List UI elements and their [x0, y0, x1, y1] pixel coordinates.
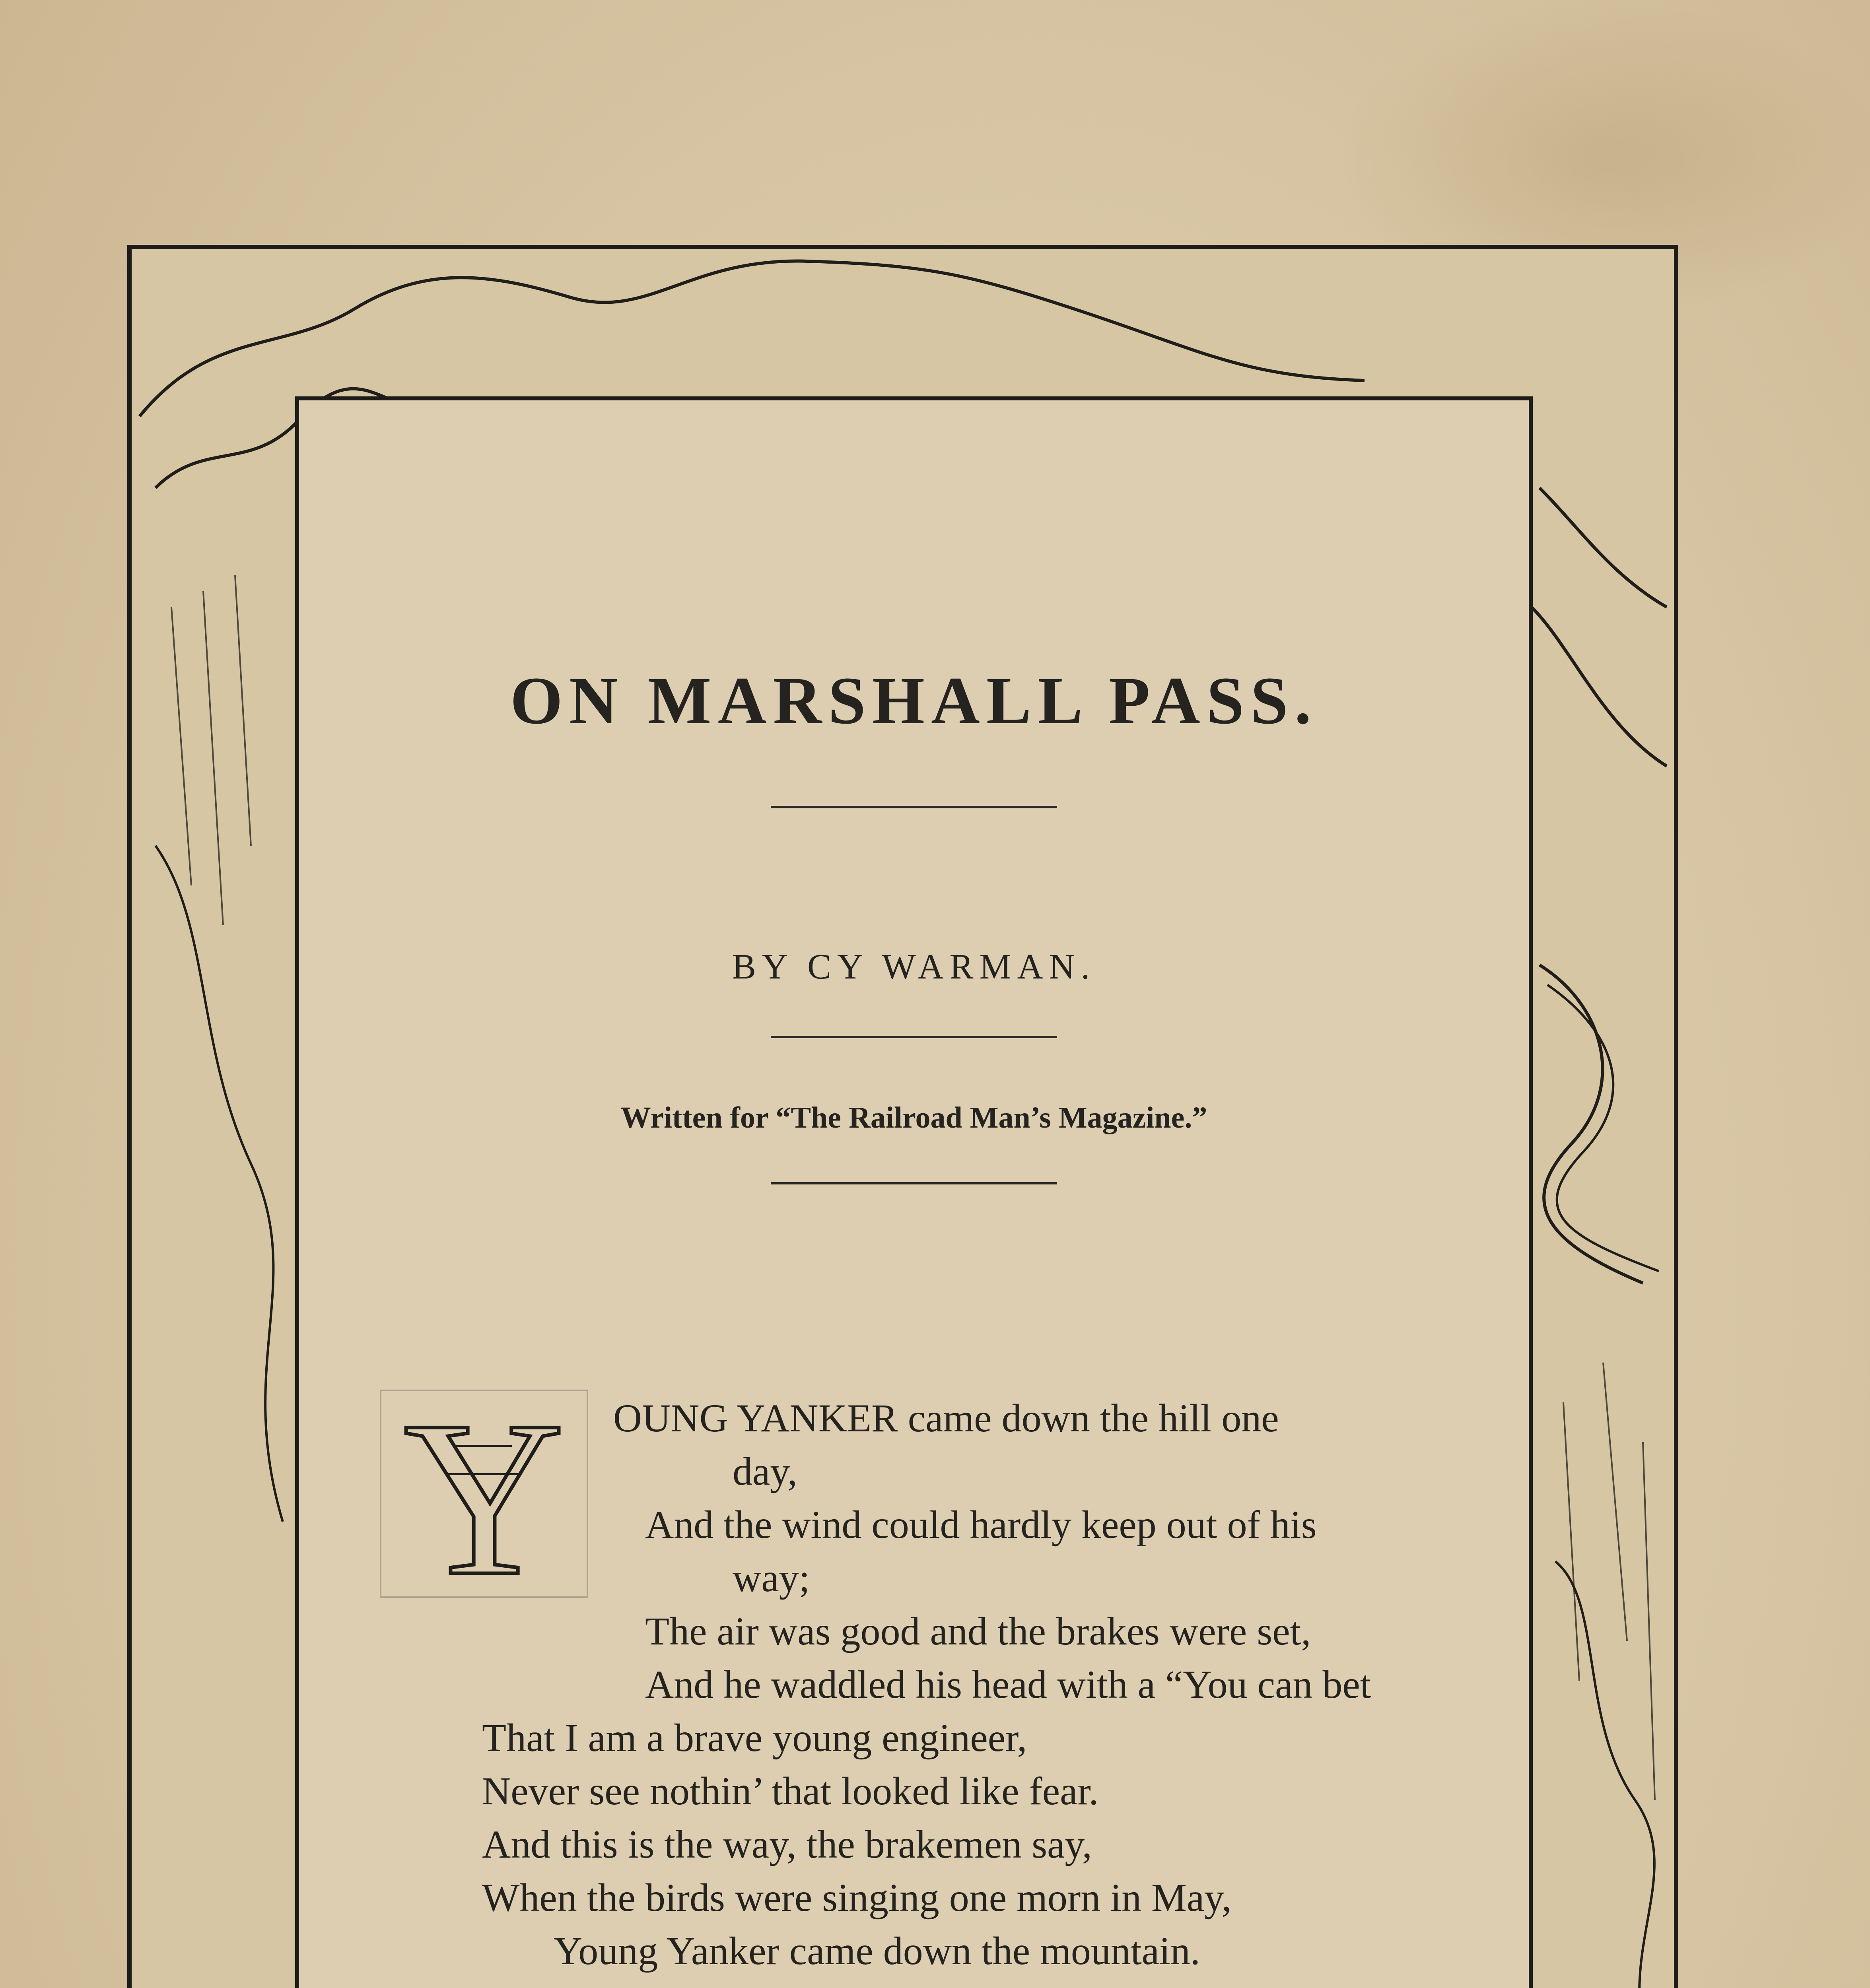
divider-rule [771, 1182, 1057, 1184]
poem-line: Never see nothin’ that looked like fear. [482, 1769, 1099, 1813]
poem-line: day, [733, 1449, 797, 1493]
illustrated-border [127, 245, 1678, 1988]
poem-line: And this is the way, the brakemen say, [482, 1822, 1092, 1866]
poem-line: And the wind could hardly keep out of his [645, 1503, 1317, 1547]
poem-line: Young Yanker came down the mountain. [554, 1929, 1200, 1973]
ornamental-dropcap [377, 1386, 591, 1601]
poem-panel [295, 396, 1533, 1988]
poem-line: The air was good and the brakes were set, [645, 1609, 1311, 1653]
poem-line: OUNG YANKER came down the hill one [613, 1396, 1279, 1440]
poem-text-column [299, 400, 1529, 1988]
divider-rule [771, 806, 1057, 808]
poem-line: That I am a brave young engineer, [482, 1716, 1027, 1760]
poem-line: And he waddled his head with a “You can bet [645, 1662, 1371, 1706]
byline: BY CY WARMAN. [732, 947, 1096, 986]
poem-line: When the birds were singing one morn in May, [482, 1875, 1232, 1920]
poem-line: way; [733, 1556, 810, 1600]
publication-credit: Written for “The Railroad Man’s Magazine.” [620, 1101, 1207, 1134]
page-title: ON MARSHALL PASS. [510, 663, 1318, 738]
divider-rule [771, 1036, 1057, 1038]
dropcap-letter: Y [403, 1386, 565, 1601]
